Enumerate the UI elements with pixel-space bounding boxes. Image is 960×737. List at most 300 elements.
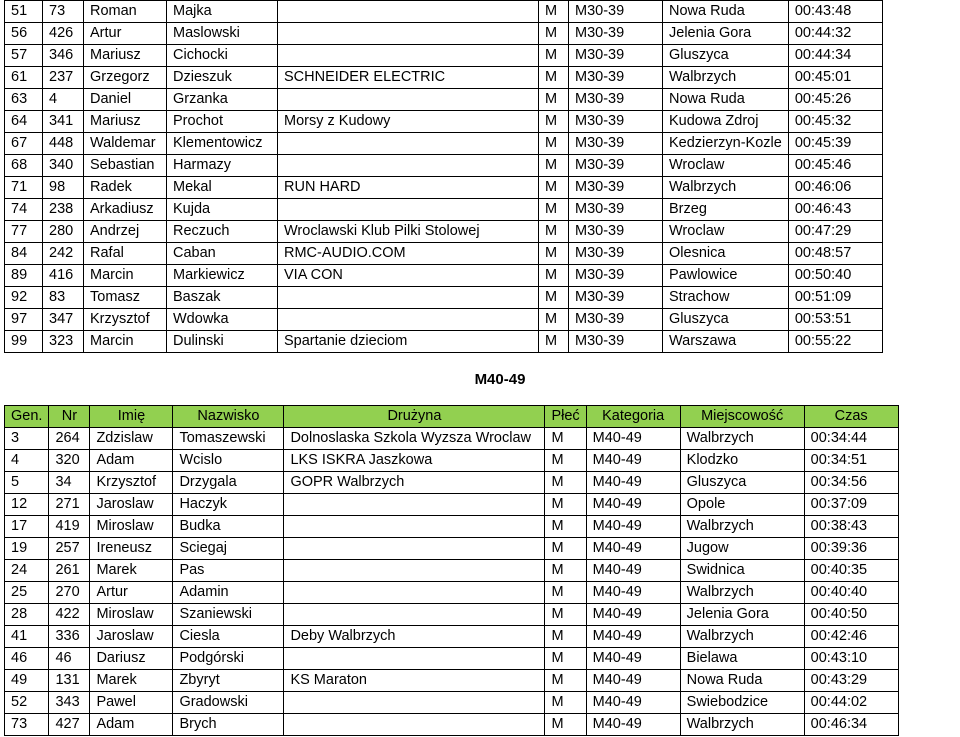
cell-plec: M: [545, 428, 586, 450]
cell-kategoria: M30-39: [569, 133, 663, 155]
cell-nazwisko: Markiewicz: [167, 265, 278, 287]
header-row: [5, 406, 899, 428]
cell-nazwisko: Kujda: [167, 199, 278, 221]
cell-kategoria: M40-49: [586, 648, 680, 670]
cell-czas: 00:34:56: [804, 472, 898, 494]
cell-czas: 00:43:48: [788, 1, 882, 23]
cell-imie: Mariusz: [84, 45, 167, 67]
cell-druzyna: RUN HARD: [278, 177, 539, 199]
cell-imie: Radek: [84, 177, 167, 199]
cell-nr: 427: [49, 714, 90, 736]
table-row: [5, 265, 883, 287]
cell-nr: 341: [43, 111, 84, 133]
table-row: [5, 626, 899, 648]
cell-kategoria: M30-39: [569, 309, 663, 331]
cell-miejscowosc: Walbrzych: [663, 67, 789, 89]
cell-czas: 00:55:22: [788, 331, 882, 353]
table-header: [5, 406, 899, 428]
cell-druzyna: [278, 23, 539, 45]
cell-plec: M: [545, 648, 586, 670]
cell-imie: Miroslaw: [90, 604, 173, 626]
cell-czas: 00:44:34: [788, 45, 882, 67]
cell-kategoria: M40-49: [586, 692, 680, 714]
cell-gen: 25: [5, 582, 49, 604]
cell-druzyna: [278, 155, 539, 177]
cell-plec: M: [539, 221, 569, 243]
cell-nr: 270: [49, 582, 90, 604]
cell-imie: Marcin: [84, 331, 167, 353]
cell-imie: Waldemar: [84, 133, 167, 155]
header-druzyna: Drużyna: [284, 406, 545, 428]
cell-gen: 51: [5, 1, 43, 23]
cell-imie: Jaroslaw: [90, 494, 173, 516]
cell-kategoria: M30-39: [569, 199, 663, 221]
cell-nazwisko: Haczyk: [173, 494, 284, 516]
cell-kategoria: M40-49: [586, 494, 680, 516]
cell-imie: Roman: [84, 1, 167, 23]
cell-nr: 320: [49, 450, 90, 472]
cell-imie: Grzegorz: [84, 67, 167, 89]
cell-miejscowosc: Olesnica: [663, 243, 789, 265]
cell-czas: 00:53:51: [788, 309, 882, 331]
cell-kategoria: M40-49: [586, 428, 680, 450]
cell-druzyna: VIA CON: [278, 265, 539, 287]
cell-druzyna: GOPR Walbrzych: [284, 472, 545, 494]
cell-czas: 00:43:10: [804, 648, 898, 670]
cell-imie: Jaroslaw: [90, 626, 173, 648]
cell-kategoria: M30-39: [569, 331, 663, 353]
cell-czas: 00:39:36: [804, 538, 898, 560]
cell-kategoria: M40-49: [586, 472, 680, 494]
cell-nr: 4: [43, 89, 84, 111]
cell-imie: Marek: [90, 670, 173, 692]
cell-miejscowosc: Gluszyca: [663, 309, 789, 331]
cell-druzyna: [284, 692, 545, 714]
cell-czas: 00:45:32: [788, 111, 882, 133]
cell-czas: 00:40:40: [804, 582, 898, 604]
results-body-m30-39: [5, 1, 883, 353]
cell-gen: 5: [5, 472, 49, 494]
table-row: [5, 560, 899, 582]
cell-czas: 00:42:46: [804, 626, 898, 648]
cell-miejscowosc: Nowa Ruda: [663, 1, 789, 23]
cell-gen: 24: [5, 560, 49, 582]
cell-nr: 416: [43, 265, 84, 287]
cell-kategoria: M40-49: [586, 582, 680, 604]
cell-plec: M: [545, 560, 586, 582]
cell-nazwisko: Prochot: [167, 111, 278, 133]
table-row: [5, 309, 883, 331]
cell-plec: M: [539, 243, 569, 265]
cell-druzyna: [284, 604, 545, 626]
cell-druzyna: [278, 89, 539, 111]
table-row: [5, 692, 899, 714]
cell-druzyna: [278, 45, 539, 67]
cell-druzyna: [278, 1, 539, 23]
cell-miejscowosc: Brzeg: [663, 199, 789, 221]
cell-nr: 340: [43, 155, 84, 177]
cell-miejscowosc: Gluszyca: [680, 472, 804, 494]
cell-kategoria: M30-39: [569, 265, 663, 287]
cell-plec: M: [545, 582, 586, 604]
cell-imie: Arkadiusz: [84, 199, 167, 221]
cell-nr: 242: [43, 243, 84, 265]
cell-imie: Rafal: [84, 243, 167, 265]
cell-nr: 448: [43, 133, 84, 155]
cell-nr: 237: [43, 67, 84, 89]
cell-plec: M: [545, 516, 586, 538]
cell-nazwisko: Podgórski: [173, 648, 284, 670]
cell-kategoria: M40-49: [586, 450, 680, 472]
cell-plec: M: [539, 111, 569, 133]
table-row: [5, 331, 883, 353]
cell-miejscowosc: Walbrzych: [680, 516, 804, 538]
cell-miejscowosc: Jelenia Gora: [663, 23, 789, 45]
table-row: [5, 582, 899, 604]
results-table-m40-49: [4, 405, 899, 736]
header-nr: Nr: [49, 406, 90, 428]
cell-druzyna: [278, 133, 539, 155]
cell-imie: Artur: [84, 23, 167, 45]
cell-nr: 131: [49, 670, 90, 692]
cell-nazwisko: Caban: [167, 243, 278, 265]
cell-miejscowosc: Nowa Ruda: [663, 89, 789, 111]
results-body-m40-49: [5, 428, 899, 736]
cell-nr: 271: [49, 494, 90, 516]
cell-imie: Adam: [90, 714, 173, 736]
cell-plec: M: [539, 265, 569, 287]
cell-kategoria: M30-39: [569, 1, 663, 23]
cell-nazwisko: Sciegaj: [173, 538, 284, 560]
cell-nr: 83: [43, 287, 84, 309]
cell-nr: 261: [49, 560, 90, 582]
cell-kategoria: M40-49: [586, 626, 680, 648]
cell-nazwisko: Wcislo: [173, 450, 284, 472]
cell-nazwisko: Klementowicz: [167, 133, 278, 155]
table-row: [5, 67, 883, 89]
cell-imie: Adam: [90, 450, 173, 472]
cell-nr: 98: [43, 177, 84, 199]
cell-nr: 73: [43, 1, 84, 23]
cell-plec: M: [539, 45, 569, 67]
cell-plec: M: [545, 714, 586, 736]
cell-gen: 17: [5, 516, 49, 538]
table-row: [5, 45, 883, 67]
table-row: [5, 133, 883, 155]
cell-druzyna: [284, 648, 545, 670]
table-row: [5, 199, 883, 221]
cell-kategoria: M30-39: [569, 45, 663, 67]
cell-gen: 49: [5, 670, 49, 692]
cell-imie: Miroslaw: [90, 516, 173, 538]
cell-imie: Pawel: [90, 692, 173, 714]
cell-plec: M: [545, 538, 586, 560]
cell-czas: 00:34:44: [804, 428, 898, 450]
cell-nazwisko: Tomaszewski: [173, 428, 284, 450]
cell-nazwisko: Pas: [173, 560, 284, 582]
cell-miejscowosc: Gluszyca: [663, 45, 789, 67]
cell-gen: 57: [5, 45, 43, 67]
cell-plec: M: [539, 67, 569, 89]
cell-nazwisko: Harmazy: [167, 155, 278, 177]
cell-nazwisko: Ciesla: [173, 626, 284, 648]
cell-czas: 00:51:09: [788, 287, 882, 309]
cell-czas: 00:45:39: [788, 133, 882, 155]
cell-kategoria: M30-39: [569, 287, 663, 309]
cell-nr: 264: [49, 428, 90, 450]
cell-imie: Andrzej: [84, 221, 167, 243]
table-row: [5, 670, 899, 692]
cell-czas: 00:44:32: [788, 23, 882, 45]
cell-nazwisko: Baszak: [167, 287, 278, 309]
cell-druzyna: RMC-AUDIO.COM: [278, 243, 539, 265]
cell-nr: 238: [43, 199, 84, 221]
cell-gen: 28: [5, 604, 49, 626]
cell-czas: 00:48:57: [788, 243, 882, 265]
cell-nr: 280: [43, 221, 84, 243]
cell-kategoria: M30-39: [569, 243, 663, 265]
cell-imie: Tomasz: [84, 287, 167, 309]
cell-nazwisko: Dulinski: [167, 331, 278, 353]
cell-gen: 4: [5, 450, 49, 472]
cell-kategoria: M30-39: [569, 23, 663, 45]
cell-czas: 00:38:43: [804, 516, 898, 538]
cell-gen: 64: [5, 111, 43, 133]
cell-plec: M: [539, 287, 569, 309]
cell-kategoria: M30-39: [569, 155, 663, 177]
cell-nazwisko: Budka: [173, 516, 284, 538]
cell-plec: M: [545, 692, 586, 714]
table-row: [5, 243, 883, 265]
cell-gen: 84: [5, 243, 43, 265]
cell-imie: Krzysztof: [84, 309, 167, 331]
cell-druzyna: [284, 538, 545, 560]
cell-czas: 00:45:26: [788, 89, 882, 111]
cell-miejscowosc: Walbrzych: [680, 428, 804, 450]
cell-druzyna: SCHNEIDER ELECTRIC: [278, 67, 539, 89]
cell-imie: Sebastian: [84, 155, 167, 177]
cell-nr: 343: [49, 692, 90, 714]
cell-nazwisko: Grzanka: [167, 89, 278, 111]
table-row: [5, 111, 883, 133]
cell-druzyna: Wroclawski Klub Pilki Stolowej: [278, 221, 539, 243]
cell-czas: 00:45:01: [788, 67, 882, 89]
cell-miejscowosc: Kudowa Zdroj: [663, 111, 789, 133]
cell-gen: 63: [5, 89, 43, 111]
cell-miejscowosc: Strachow: [663, 287, 789, 309]
cell-plec: M: [545, 670, 586, 692]
cell-druzyna: [278, 309, 539, 331]
cell-miejscowosc: Pawlowice: [663, 265, 789, 287]
cell-miejscowosc: Opole: [680, 494, 804, 516]
table-row: [5, 494, 899, 516]
cell-imie: Mariusz: [84, 111, 167, 133]
cell-miejscowosc: Walbrzych: [680, 582, 804, 604]
table-row: [5, 472, 899, 494]
cell-druzyna: Dolnoslaska Szkola Wyzsza Wroclaw: [284, 428, 545, 450]
table-row: [5, 538, 899, 560]
cell-plec: M: [545, 472, 586, 494]
category-heading: M40-49: [474, 371, 526, 388]
cell-druzyna: [284, 494, 545, 516]
cell-gen: 89: [5, 265, 43, 287]
cell-nazwisko: Mekal: [167, 177, 278, 199]
cell-czas: 00:46:43: [788, 199, 882, 221]
cell-czas: 00:37:09: [804, 494, 898, 516]
header-gen: Gen.: [5, 406, 49, 428]
cell-gen: 61: [5, 67, 43, 89]
results-table-m30-39: [4, 0, 883, 353]
cell-nazwisko: Brych: [173, 714, 284, 736]
cell-druzyna: Spartanie dzieciom: [278, 331, 539, 353]
table-row: [5, 1, 883, 23]
cell-plec: M: [545, 450, 586, 472]
table-row: [5, 714, 899, 736]
cell-plec: M: [539, 199, 569, 221]
cell-gen: 41: [5, 626, 49, 648]
cell-gen: 71: [5, 177, 43, 199]
table-row: [5, 89, 883, 111]
table-row: [5, 604, 899, 626]
cell-nr: 336: [49, 626, 90, 648]
cell-kategoria: M40-49: [586, 714, 680, 736]
cell-miejscowosc: Bielawa: [680, 648, 804, 670]
cell-miejscowosc: Walbrzych: [680, 714, 804, 736]
table-row: [5, 221, 883, 243]
table-row: [5, 155, 883, 177]
cell-plec: M: [545, 604, 586, 626]
table-row: [5, 428, 899, 450]
cell-gen: 68: [5, 155, 43, 177]
cell-czas: 00:40:35: [804, 560, 898, 582]
cell-miejscowosc: Walbrzych: [680, 626, 804, 648]
cell-czas: 00:44:02: [804, 692, 898, 714]
cell-nr: 346: [43, 45, 84, 67]
cell-nazwisko: Majka: [167, 1, 278, 23]
cell-czas: 00:40:50: [804, 604, 898, 626]
cell-miejscowosc: Walbrzych: [663, 177, 789, 199]
cell-miejscowosc: Wroclaw: [663, 221, 789, 243]
cell-plec: M: [539, 23, 569, 45]
cell-gen: 92: [5, 287, 43, 309]
cell-druzyna: LKS ISKRA Jaszkowa: [284, 450, 545, 472]
cell-gen: 99: [5, 331, 43, 353]
table-row: [5, 648, 899, 670]
header-czas: Czas: [804, 406, 898, 428]
cell-miejscowosc: Klodzko: [680, 450, 804, 472]
cell-imie: Daniel: [84, 89, 167, 111]
cell-gen: 77: [5, 221, 43, 243]
cell-gen: 56: [5, 23, 43, 45]
cell-czas: 00:43:29: [804, 670, 898, 692]
cell-plec: M: [539, 177, 569, 199]
cell-czas: 00:50:40: [788, 265, 882, 287]
cell-kategoria: M30-39: [569, 89, 663, 111]
cell-miejscowosc: Swiebodzice: [680, 692, 804, 714]
cell-nr: 34: [49, 472, 90, 494]
cell-plec: M: [539, 331, 569, 353]
table-row: [5, 287, 883, 309]
cell-druzyna: [278, 287, 539, 309]
cell-kategoria: M30-39: [569, 67, 663, 89]
cell-nr: 422: [49, 604, 90, 626]
cell-miejscowosc: Warszawa: [663, 331, 789, 353]
cell-nr: 426: [43, 23, 84, 45]
cell-imie: Krzysztof: [90, 472, 173, 494]
cell-kategoria: M40-49: [586, 560, 680, 582]
cell-plec: M: [539, 133, 569, 155]
cell-druzyna: [284, 714, 545, 736]
cell-nr: 323: [43, 331, 84, 353]
cell-nazwisko: Wdowka: [167, 309, 278, 331]
header-miejscowosc: Miejscowość: [680, 406, 804, 428]
cell-nazwisko: Drzygala: [173, 472, 284, 494]
cell-nazwisko: Dzieszuk: [167, 67, 278, 89]
cell-imie: Marcin: [84, 265, 167, 287]
cell-miejscowosc: Jelenia Gora: [680, 604, 804, 626]
cell-druzyna: KS Maraton: [284, 670, 545, 692]
cell-kategoria: M40-49: [586, 516, 680, 538]
cell-czas: 00:46:34: [804, 714, 898, 736]
table-row: [5, 450, 899, 472]
cell-gen: 74: [5, 199, 43, 221]
cell-imie: Dariusz: [90, 648, 173, 670]
cell-gen: 19: [5, 538, 49, 560]
cell-nr: 419: [49, 516, 90, 538]
cell-imie: Zdzislaw: [90, 428, 173, 450]
cell-plec: M: [545, 494, 586, 516]
cell-miejscowosc: Wroclaw: [663, 155, 789, 177]
cell-imie: Artur: [90, 582, 173, 604]
cell-druzyna: [284, 560, 545, 582]
cell-nr: 257: [49, 538, 90, 560]
cell-nazwisko: Szaniewski: [173, 604, 284, 626]
cell-kategoria: M40-49: [586, 538, 680, 560]
cell-druzyna: [278, 199, 539, 221]
cell-gen: 52: [5, 692, 49, 714]
table-row: [5, 177, 883, 199]
cell-plec: M: [539, 309, 569, 331]
cell-imie: Marek: [90, 560, 173, 582]
cell-nazwisko: Zbyryt: [173, 670, 284, 692]
cell-miejscowosc: Swidnica: [680, 560, 804, 582]
cell-gen: 46: [5, 648, 49, 670]
cell-czas: 00:47:29: [788, 221, 882, 243]
cell-miejscowosc: Nowa Ruda: [680, 670, 804, 692]
cell-druzyna: [284, 582, 545, 604]
cell-miejscowosc: Kedzierzyn-Kozle: [663, 133, 789, 155]
cell-gen: 67: [5, 133, 43, 155]
cell-nazwisko: Reczuch: [167, 221, 278, 243]
cell-czas: 00:34:51: [804, 450, 898, 472]
cell-czas: 00:45:46: [788, 155, 882, 177]
cell-gen: 97: [5, 309, 43, 331]
cell-nazwisko: Gradowski: [173, 692, 284, 714]
cell-miejscowosc: Jugow: [680, 538, 804, 560]
cell-nazwisko: Maslowski: [167, 23, 278, 45]
table-row: [5, 516, 899, 538]
header-kategoria: Kategoria: [586, 406, 680, 428]
cell-plec: M: [545, 626, 586, 648]
cell-kategoria: M30-39: [569, 111, 663, 133]
cell-nr: 46: [49, 648, 90, 670]
cell-druzyna: [284, 516, 545, 538]
cell-kategoria: M40-49: [586, 670, 680, 692]
cell-kategoria: M40-49: [586, 604, 680, 626]
cell-kategoria: M30-39: [569, 177, 663, 199]
cell-druzyna: Morsy z Kudowy: [278, 111, 539, 133]
cell-gen: 73: [5, 714, 49, 736]
